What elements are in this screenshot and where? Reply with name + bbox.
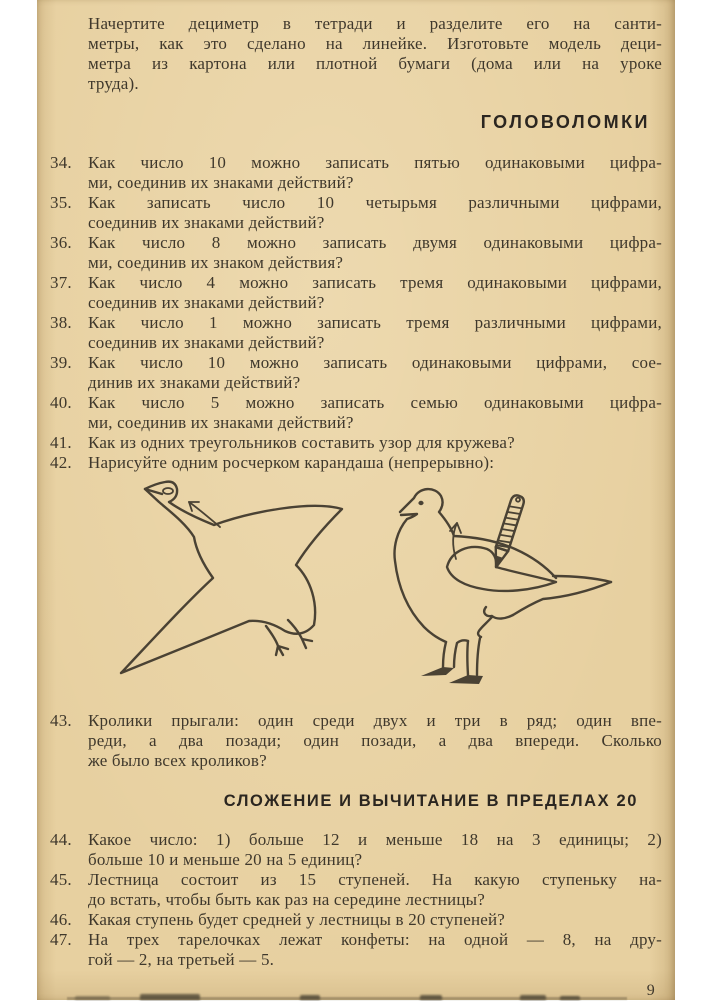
pigeon-with-pencil-drawing — [393, 481, 625, 693]
puzzle-item-34 — [50, 153, 662, 193]
item-text: Лестница состоит из 15 ступеней. На какую ступеньку на- до встать, чтобы быть как раз на середине лестницы? — [88, 870, 662, 909]
pigeon-wing — [447, 547, 556, 591]
item-text: Как записать число 10 четырьмя различными цифрами, соединив их знаками действий? — [88, 193, 662, 232]
book-page — [37, 0, 675, 1000]
item-number: 44. — [50, 830, 72, 849]
item-number: 43. — [50, 711, 72, 730]
puzzle-item-36 — [50, 233, 662, 273]
item-text: Как число 10 можно записать пятью одинаковыми цифра- ми, соединив их знаками действий? — [88, 153, 662, 192]
scan-smudge — [75, 996, 110, 1000]
puzzle-item-43 — [50, 711, 662, 771]
item-number: 37. — [50, 273, 72, 292]
page-number: 9 — [646, 982, 655, 999]
task-item-45 — [50, 870, 662, 910]
task-item-46 — [50, 910, 662, 930]
puzzle-item-39 — [50, 353, 662, 393]
item-text: Как число 8 можно записать двумя одинаковыми цифра- ми, соединив их знаком действия? — [88, 233, 662, 272]
item-text: Какое число: 1) больше 12 и меньше 18 на 3 единицы; 2) больше 10 и меньше 20 на 5 единиц? — [88, 830, 662, 869]
item-text: Как число 10 можно записать одинаковыми цифрами, сое- динив их знаками действий? — [88, 353, 662, 392]
pencil — [490, 494, 526, 569]
item-number: 47. — [50, 930, 72, 949]
scan-artifact-strip — [37, 992, 675, 1000]
item-number: 35. — [50, 193, 72, 212]
flying-goose-drawing — [115, 479, 355, 691]
item-number: 40. — [50, 393, 72, 412]
item-number: 34. — [50, 153, 72, 172]
addition-list — [37, 830, 675, 970]
item-text: Как число 5 можно записать семью одинаковыми цифра- ми, соединив их знаками действий? — [88, 393, 662, 432]
intro-paragraph: Начертите дециметр в тетради и разделите его на санти- метры, как это сделано на линейке. Изготовьте модель деци- метра из картона или плотной бумаги (дома или на уроке труда). — [88, 14, 662, 93]
section-heading-addition: СЛОЖЕНИЕ И ВЫЧИТАНИЕ В ПРЕДЕЛАХ 20 — [223, 792, 638, 810]
scan-smudge — [140, 994, 200, 1000]
scan-smudge — [520, 995, 546, 1000]
goose-outline — [121, 482, 342, 673]
item-text: Как из одних треугольников составить узор для кружева? — [88, 433, 515, 452]
puzzle-item-37 — [50, 273, 662, 313]
task-item-44 — [50, 830, 662, 870]
pigeon-outline — [395, 489, 612, 642]
item-text: Как число 4 можно записать тремя одинаковыми цифрами, соединив их знаками действий? — [88, 273, 662, 312]
stroke-direction-arrow — [189, 502, 220, 527]
puzzle-item-42 — [50, 453, 662, 473]
scan-smudge — [560, 996, 580, 1000]
item-text: Нарисуйте одним росчерком карандаша (непрерывно): — [88, 453, 495, 472]
pigeon-legs — [421, 638, 483, 684]
item-number: 45. — [50, 870, 72, 889]
item-number: 39. — [50, 353, 72, 372]
item-number: 38. — [50, 313, 72, 332]
item-number: 42. — [50, 453, 72, 472]
puzzle-item-35 — [50, 193, 662, 233]
figure-row — [37, 473, 675, 711]
section-heading-puzzles: ГОЛОВОЛОМКИ — [480, 112, 650, 132]
item-text: Кролики прыгали: один среди двух и три в ряд; один впе- реди, а два позади; один позади, а два впереди. Сколько же было всех кроликов? — [88, 711, 662, 770]
puzzle-item-41 — [50, 433, 662, 453]
scan-smudge — [300, 995, 320, 1000]
puzzle-list — [37, 153, 675, 473]
item-number: 41. — [50, 433, 72, 452]
task-item-47 — [50, 930, 662, 970]
item-text: Как число 1 можно записать тремя различными цифрами, соединив их знаками действий? — [88, 313, 662, 352]
item-number: 36. — [50, 233, 72, 252]
item-text: На трех тарелочках лежат конфеты: на одной — 8, на дру- гой — 2, на третьей — 5. — [88, 930, 662, 969]
puzzle-item-38 — [50, 313, 662, 353]
item-text: Какая ступень будет средней у лестницы в 20 ступеней? — [88, 910, 506, 929]
scan-smudge — [420, 995, 442, 1000]
item-number: 46. — [50, 910, 72, 929]
puzzle-item-40 — [50, 393, 662, 433]
